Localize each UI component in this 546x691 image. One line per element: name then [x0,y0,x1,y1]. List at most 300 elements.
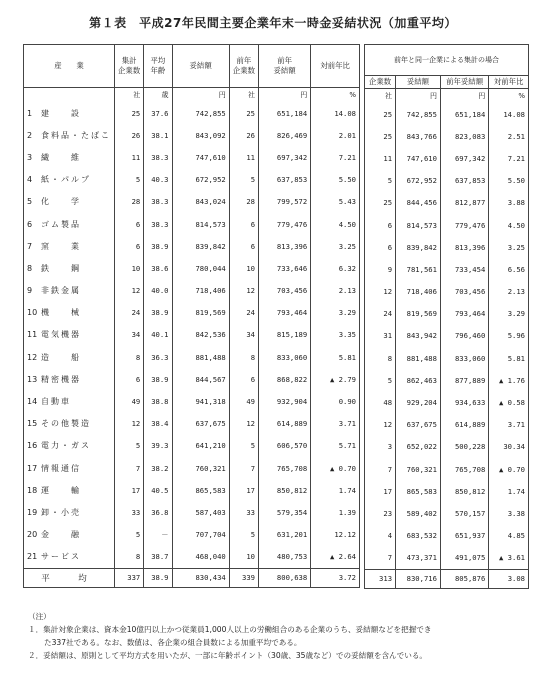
industry-name: 金 融 [41,530,81,540]
prev-amount-cell: 799,572 [259,191,311,213]
prev-companies-cell: 28 [229,191,258,213]
sg-yoy-cell: 30.34 [489,436,529,458]
sg-yoy-cell: 7.21 [489,147,529,169]
table-row [24,546,360,569]
page-title: 第１表 平成27年民間主要企業年末一時金妥結状況（加重平均） [89,16,457,30]
row-number: 10 [27,308,38,318]
sg-yoy-cell: 2.13 [489,281,529,303]
prev-companies-cell: 34 [229,324,258,346]
age-cell: 38.9 [144,235,172,257]
amount-cell: 819,569 [172,302,229,324]
table-row [24,457,360,479]
sg-companies-cell: 11 [365,147,396,169]
industry-name: 精密機器 [41,374,81,384]
sg-average-companies: 313 [365,569,396,588]
sg-companies-cell: 5 [365,170,396,192]
prev-companies-cell: 24 [229,302,258,324]
unit-amount: 円 [172,88,229,103]
companies-cell: 26 [115,124,144,146]
sg-prev-amount-cell: 637,853 [440,170,488,192]
table-row [24,146,360,168]
sg-amount-cell: 843,766 [396,125,441,147]
table-row [365,391,529,413]
industry-name: 情報通信 [41,463,81,473]
yoy-cell: 7.21 [311,146,360,168]
yoy-cell: 3.25 [311,235,360,257]
prev-companies-cell: 5 [229,169,258,191]
amount-cell: 843,024 [172,191,229,213]
sg-yoy-cell: ▲ 3.61 [489,547,529,570]
sg-yoy-cell: 4.50 [489,214,529,236]
companies-cell: 33 [115,501,144,523]
table-row [365,236,529,258]
sg-prev-amount-cell: 500,228 [440,436,488,458]
table-row [24,280,360,302]
industry-name: 非鉄金属 [41,286,81,296]
companies-cell: 5 [115,169,144,191]
industry-cell [24,546,115,569]
sg-yoy-cell: 3.88 [489,192,529,214]
table-row [24,346,360,368]
table-row [365,480,529,502]
row-number: 1 [27,108,33,118]
prev-amount-cell: 703,456 [259,280,311,302]
sg-amount-cell: 881,488 [396,347,441,369]
sg-yoy-cell: 5.96 [489,325,529,347]
sg-unit-prev-amount: 円 [440,89,488,104]
industry-cell [24,368,115,390]
table-row [365,147,529,169]
table-row [365,303,529,325]
sg-prev-amount-cell: 765,708 [440,458,488,480]
sg-prev-amount-cell: 491,075 [440,547,488,570]
prev-amount-cell: 793,464 [259,302,311,324]
table-row [365,103,529,125]
amount-cell: 844,567 [172,368,229,390]
amount-cell: 707,704 [172,524,229,546]
yoy-cell: ▲ 0.70 [311,457,360,479]
industry-cell [24,169,115,191]
age-cell: 38.8 [144,390,172,412]
row-number: 9 [27,286,33,296]
row-number: 11 [27,330,38,340]
prev-amount-cell: 579,354 [259,501,311,523]
sg-amount-cell: 760,321 [396,458,441,480]
sg-unit-amount: 円 [396,89,441,104]
table-row [365,170,529,192]
sg-companies-cell: 48 [365,391,396,413]
amount-cell: 839,842 [172,235,229,257]
table-row [365,369,529,391]
prev-amount-cell: 733,646 [259,257,311,279]
sg-prev-amount-cell: 733,454 [440,258,488,280]
yoy-cell: 6.32 [311,257,360,279]
note-1a: １．集計対象企業は、資本金10億円以上かつ従業員1,000人以上の労働組合のある企業のうち、妥結額などを把握でき [28,625,432,634]
companies-cell: 8 [115,346,144,368]
prev-companies-cell: 12 [229,413,258,435]
yoy-cell: 1.39 [311,501,360,523]
industry-cell [24,479,115,501]
sg-yoy-cell: 6.56 [489,258,529,280]
sg-yoy-cell: 3.71 [489,414,529,436]
companies-cell: 12 [115,413,144,435]
yoy-cell: 4.50 [311,213,360,235]
yoy-cell: ▲ 2.79 [311,368,360,390]
yoy-cell: 3.29 [311,302,360,324]
yoy-cell: 0.90 [311,390,360,412]
yoy-cell: 3.71 [311,413,360,435]
age-cell: 40.1 [144,324,172,346]
sg-companies-cell: 12 [365,281,396,303]
table-row [365,525,529,547]
average-age: 38.9 [144,568,172,587]
amount-cell: 637,675 [172,413,229,435]
sg-companies-cell: 31 [365,325,396,347]
sg-amount-cell: 473,371 [396,547,441,570]
prev-companies-cell: 25 [229,102,258,124]
amount-cell: 941,318 [172,390,229,412]
industry-cell [24,146,115,168]
amount-cell: 780,044 [172,257,229,279]
industry-name: サービス [41,552,81,562]
table-row [365,414,529,436]
prev-companies-cell: 5 [229,435,258,457]
table-row [24,479,360,501]
prev-companies-cell: 10 [229,546,258,569]
industry-cell [24,501,115,523]
amount-cell: 843,092 [172,124,229,146]
table-row [24,213,360,235]
yoy-cell: 5.81 [311,346,360,368]
average-prev-companies: 339 [229,568,258,587]
yoy-cell: 5.43 [311,191,360,213]
note-1b: た337社である。なお、数値は、各企業の組合員数による加重平均である。 [44,638,302,647]
sg-unit-yoy: % [489,89,529,104]
sg-amount-cell: 747,610 [396,147,441,169]
sg-prev-amount-cell: 793,464 [440,303,488,325]
table-row [24,324,360,346]
average-companies: 337 [115,568,144,587]
sg-yoy-cell: ▲ 1.76 [489,369,529,391]
industry-name: 機 械 [41,308,81,318]
sg-amount-cell: 839,842 [396,236,441,258]
industry-cell [24,124,115,146]
sg-yoy-cell: 5.81 [489,347,529,369]
row-number: 6 [27,219,33,229]
row-number: 16 [27,441,38,451]
companies-cell: 12 [115,280,144,302]
industry-name: 化 学 [41,197,81,207]
table-row [24,191,360,213]
unit-blank [24,88,115,103]
age-cell: 38.2 [144,457,172,479]
prev-companies-cell: 5 [229,524,258,546]
prev-amount-cell: 480,753 [259,546,311,569]
sg-amount-cell: 652,022 [396,436,441,458]
age-cell: 38.9 [144,302,172,324]
col-avg-age: 平均 年齢 [144,45,172,88]
age-cell: 37.6 [144,102,172,124]
table-row [365,125,529,147]
sg-amount-cell: 819,569 [396,303,441,325]
prev-amount-cell: 868,822 [259,368,311,390]
table-row [24,368,360,390]
sg-yoy-cell: 4.85 [489,525,529,547]
yoy-cell: ▲ 2.64 [311,546,360,569]
sg-col-amount: 妥結額 [396,76,441,89]
sg-companies-cell: 4 [365,525,396,547]
sg-companies-cell: 25 [365,192,396,214]
main-table [23,44,360,588]
table-row [24,257,360,279]
sg-yoy-cell: 3.29 [489,303,529,325]
table-row [365,258,529,280]
row-number: 20 [27,530,38,540]
companies-cell: 5 [115,435,144,457]
row-number: 17 [27,463,38,473]
industry-cell [24,524,115,546]
amount-cell: 760,321 [172,457,229,479]
prev-companies-cell: 49 [229,390,258,412]
prev-amount-cell: 932,904 [259,390,311,412]
sg-companies-cell: 25 [365,103,396,125]
sg-amount-cell: 929,204 [396,391,441,413]
sg-companies-cell: 7 [365,458,396,480]
sg-yoy-cell: ▲ 0.58 [489,391,529,413]
table-row [365,502,529,524]
sg-amount-cell: 844,456 [396,192,441,214]
sg-yoy-cell: 5.50 [489,170,529,192]
table-row [24,102,360,124]
sg-yoy-cell: 1.74 [489,480,529,502]
row-number: 3 [27,152,33,162]
prev-amount-cell: 697,342 [259,146,311,168]
sg-companies-cell: 7 [365,547,396,570]
sg-average-yoy: 3.08 [489,569,529,588]
col-industry: 産 業 [24,45,115,88]
row-number: 4 [27,175,33,185]
sg-average-prev-amount: 805,876 [440,569,488,588]
prev-companies-cell: 6 [229,235,258,257]
sg-companies-cell: 6 [365,236,396,258]
sg-amount-cell: 742,855 [396,103,441,125]
sg-prev-amount-cell: 697,342 [440,147,488,169]
industry-name: 運 輸 [41,485,81,495]
amount-cell: 587,403 [172,501,229,523]
yoy-cell: 1.74 [311,479,360,501]
sg-prev-amount-cell: 796,460 [440,325,488,347]
sg-prev-amount-cell: 812,877 [440,192,488,214]
average-label: 平 均 [24,568,115,587]
industry-cell [24,346,115,368]
amount-cell: 747,610 [172,146,229,168]
prev-companies-cell: 26 [229,124,258,146]
prev-companies-cell: 6 [229,368,258,390]
sg-prev-amount-cell: 823,083 [440,125,488,147]
industry-cell [24,457,115,479]
sg-col-prev-amount: 前年妥結額 [440,76,488,89]
industry-cell [24,280,115,302]
sg-companies-cell: 17 [365,480,396,502]
sg-amount-cell: 865,583 [396,480,441,502]
row-number: 7 [27,241,33,251]
sg-average-amount: 830,716 [396,569,441,588]
industry-name: 自動車 [41,397,71,407]
prev-companies-cell: 10 [229,257,258,279]
companies-cell: 49 [115,390,144,412]
sg-prev-amount-cell: 877,889 [440,369,488,391]
table-row [24,524,360,546]
row-number: 13 [27,374,38,384]
yoy-cell: 2.13 [311,280,360,302]
industry-cell [24,413,115,435]
yoy-cell: 5.71 [311,435,360,457]
age-cell: 40.0 [144,280,172,302]
age-cell: 38.3 [144,213,172,235]
sg-companies-cell: 9 [365,258,396,280]
sg-amount-cell: 683,532 [396,525,441,547]
sg-prev-amount-cell: 813,396 [440,236,488,258]
row-number: 2 [27,130,33,140]
row-number: 12 [27,352,38,362]
sg-amount-cell: 814,573 [396,214,441,236]
table-row [24,390,360,412]
same-company-table [364,44,529,589]
prev-amount-cell: 765,708 [259,457,311,479]
prev-amount-cell: 815,189 [259,324,311,346]
table-row [365,281,529,303]
sg-prev-amount-cell: 850,812 [440,480,488,502]
companies-cell: 10 [115,257,144,279]
sg-prev-amount-cell: 833,060 [440,347,488,369]
yoy-cell: 2.01 [311,124,360,146]
amount-cell: 865,583 [172,479,229,501]
companies-cell: 25 [115,102,144,124]
sg-prev-amount-cell: 779,476 [440,214,488,236]
prev-amount-cell: 631,201 [259,524,311,546]
amount-cell: 672,952 [172,169,229,191]
industry-name: ゴム製品 [41,219,81,229]
industry-name: 繊 維 [41,152,81,162]
sg-companies-cell: 24 [365,303,396,325]
yoy-cell: 14.08 [311,102,360,124]
col-prev-amount: 前年 妥結額 [259,45,311,88]
sg-yoy-cell: 14.08 [489,103,529,125]
same-company-group-header: 前年と同一企業による集計の場合 [365,45,529,76]
industry-name: 造 船 [41,352,81,362]
sg-amount-cell: 637,675 [396,414,441,436]
industry-cell [24,213,115,235]
industry-name: 食料品・たばこ [41,130,111,140]
age-cell: 36.3 [144,346,172,368]
sg-unit-companies: 社 [365,89,396,104]
row-number: 21 [27,552,38,562]
prev-amount-cell: 813,396 [259,235,311,257]
age-cell: 38.7 [144,546,172,569]
sg-amount-cell: 718,406 [396,281,441,303]
prev-amount-cell: 606,570 [259,435,311,457]
age-cell: 38.1 [144,124,172,146]
sg-col-yoy: 対前年比 [489,76,529,89]
industry-cell [24,324,115,346]
col-amount: 妥結額 [172,45,229,88]
col-yoy: 対前年比 [311,45,360,88]
amount-cell: 742,855 [172,102,229,124]
unit-prev-companies: 社 [229,88,258,103]
industry-cell [24,257,115,279]
age-cell: 39.3 [144,435,172,457]
row-number: 5 [27,197,33,207]
sg-prev-amount-cell: 651,937 [440,525,488,547]
table-row [365,214,529,236]
companies-cell: 5 [115,524,144,546]
companies-cell: 17 [115,479,144,501]
prev-amount-cell: 850,812 [259,479,311,501]
row-number: 14 [27,397,38,407]
sg-prev-amount-cell: 614,889 [440,414,488,436]
industry-name: 窯 業 [41,241,81,251]
table-row [24,124,360,146]
prev-companies-cell: 17 [229,479,258,501]
average-amount: 830,434 [172,568,229,587]
notes [28,610,528,662]
sg-yoy-cell: 2.51 [489,125,529,147]
table-row [24,169,360,191]
industry-cell [24,435,115,457]
yoy-cell: 12.12 [311,524,360,546]
industry-cell [24,191,115,213]
unit-yoy: % [311,88,360,103]
table-row [365,547,529,570]
industry-name: 卸・小売 [41,507,81,517]
table-row [365,347,529,369]
prev-amount-cell: 833,060 [259,346,311,368]
industry-cell [24,390,115,412]
age-cell: 36.8 [144,501,172,523]
sg-companies-cell: 8 [365,347,396,369]
prev-companies-cell: 6 [229,213,258,235]
prev-amount-cell: 826,469 [259,124,311,146]
col-companies: 集計 企業数 [115,45,144,88]
amount-cell: 842,536 [172,324,229,346]
average-row [24,568,360,587]
table-row [24,235,360,257]
sg-prev-amount-cell: 651,184 [440,103,488,125]
age-cell: 38.6 [144,257,172,279]
amount-cell: 641,210 [172,435,229,457]
sg-companies-cell: 5 [365,369,396,391]
row-number: 15 [27,419,38,429]
row-number: 18 [27,485,38,495]
sg-amount-cell: 672,952 [396,170,441,192]
table-row [365,192,529,214]
industry-name: 建 設 [41,108,81,118]
amount-cell: 814,573 [172,213,229,235]
prev-amount-cell: 779,476 [259,213,311,235]
age-cell: 38.9 [144,368,172,390]
table-row [24,302,360,324]
sg-companies-cell: 3 [365,436,396,458]
row-number: 8 [27,263,33,273]
col-prev-companies: 前年 企業数 [229,45,258,88]
sg-yoy-cell: 3.38 [489,502,529,524]
prev-companies-cell: 7 [229,457,258,479]
industry-cell [24,302,115,324]
yoy-cell: 5.50 [311,169,360,191]
sg-prev-amount-cell: 934,633 [440,391,488,413]
amount-cell: 468,040 [172,546,229,569]
notes-head: （注） [28,612,51,621]
